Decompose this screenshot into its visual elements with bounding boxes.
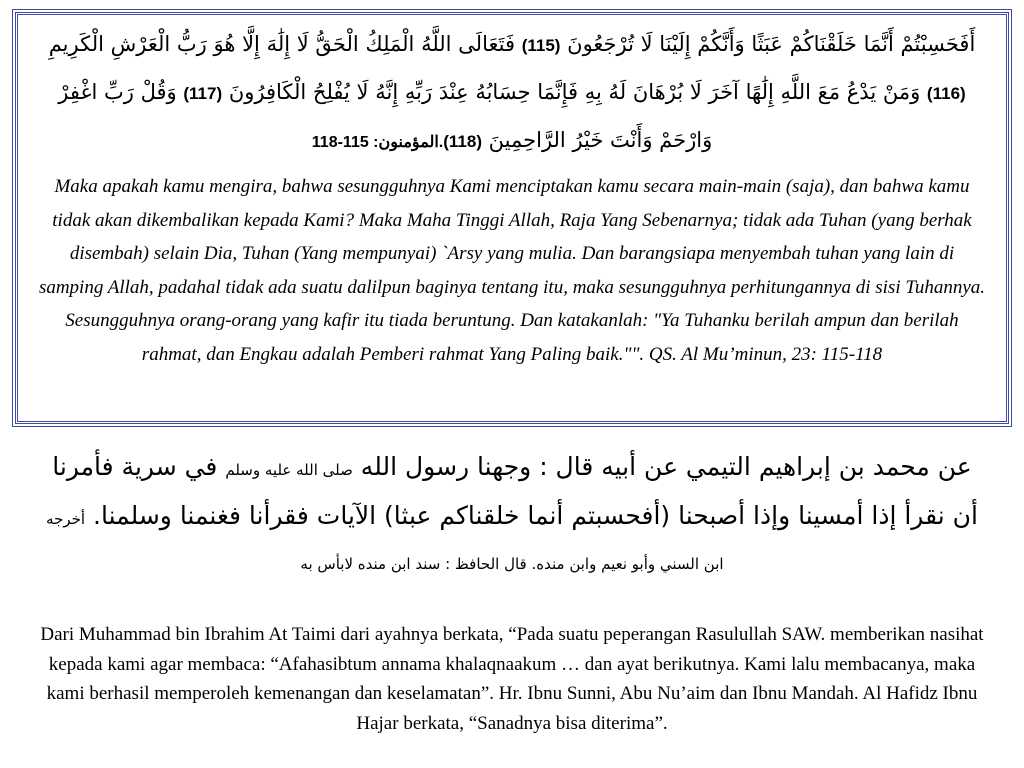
hadith-arabic-part-1: عن محمد بن إبراهيم التيمي عن أبيه قال : وجهنا رسول الله <box>360 452 972 481</box>
verse-115-text: أَفَحَسِبْتُمْ أَنَّمَا خَلَقْنَاكُمْ عَبَثًا وَأَنَّكُمْ إِلَيْنَا لَا تُرْجَعُونَ <box>567 32 976 56</box>
verse-116-text-start: فَتَعَالَى اللَّهُ الْمَلِكُ الْحَقُّ لَا إِلَٰهَ إِلَّا هُوَ <box>213 32 515 56</box>
surah-reference-arabic: .المؤمنون: 115-118 <box>311 134 444 151</box>
salawat-text: صلى الله عليه وسلم <box>225 461 353 479</box>
verse-118-text: وَقُلْ رَبِّ اغْفِرْ وَارْحَمْ وَأَنْتَ خَيْرُ الرَّاحِمِينَ <box>58 80 713 152</box>
verse-117-text-start: وَمَنْ يَدْعُ مَعَ اللَّهِ إِلَٰهًا آخَرَ لَا بُرْهَانَ لَهُ بِهِ فَإِنَّمَا حِسَابُهُ عِنْدَ رَبِّهِ إِنَّهُ <box>375 80 921 104</box>
arabic-verse-text <box>38 21 986 166</box>
hadith-translation: Dari Muhammad bin Ibrahim At Taimi dari ayahnya berkata, “Pada suatu peperangan Rasulullah SAW. memberikan nasihat kepada kami agar membaca: “Afahasibtum annama khalaqnaakum … dan ayat berikutnya. Kami lalu membacanya, maka kami berhasil memperoleh kemenangan dan keselamatan”. Hr. Ibnu Sunni, Abu Nu’aim dan Ibnu Mandah. Al Hafidz Ibnu Hajar berkata, “Sanadnya bisa diterima”. <box>40 624 984 734</box>
verse-number-116: (116) <box>926 84 966 103</box>
verse-number-115: (115) <box>521 36 561 55</box>
verse-number-118: (118) <box>443 132 482 151</box>
verse-number-117: (117) <box>183 84 223 103</box>
verse-117-text-end: لَا يُفْلِحُ الْكَافِرُونَ <box>228 80 369 104</box>
quran-verse-box <box>15 12 1009 424</box>
hadith-arabic-part-2: في سرية فأمرنا أن نقرأ إذا أمسينا وإذا أصبحنا (أفحسبتم أنما خلقناكم عبثا) الآيات فقرأنا فغنمنا وسلمنا. <box>52 452 978 530</box>
hadith-takhrij: أخرجه ابن السني وأبو نعيم وابن منده. قال الحافظ : سند ابن منده لابأس به <box>46 510 724 573</box>
verse-116-text-end: رَبُّ الْعَرْشِ الْكَرِيمِ <box>48 32 207 56</box>
hadith-arabic <box>40 444 984 583</box>
verse-translation: Maka apakah kamu mengira, bahwa sesungguhnya Kami menciptakan kamu secara main-main (saja), dan bahwa kamu tidak akan dikembalikan kepada Kami? Maka Maha Tinggi Allah, Raja Yang Sebenarnya; tidak ada Tuhan (yang berhak disembah) selain Dia, Tuhan (Yang mempunyai) `Arsy yang mulia. Dan barangsiapa menyembah tuhan yang lain di samping Allah, padahal tidak ada suatu dalilpun baginya tentang itu, maka sesungguhnya perhitungannya di sisi Tuhannya. Sesungguhnya orang-orang yang kafir itu tiada beruntung. Dan katakanlah: "Ya Tuhanku berilah ampun dan berilah rahmat, dan Engkau adalah Pemberi rahmat Yang Paling baik."". QS. Al Mu’minun, 23: 115-118 <box>38 176 986 365</box>
